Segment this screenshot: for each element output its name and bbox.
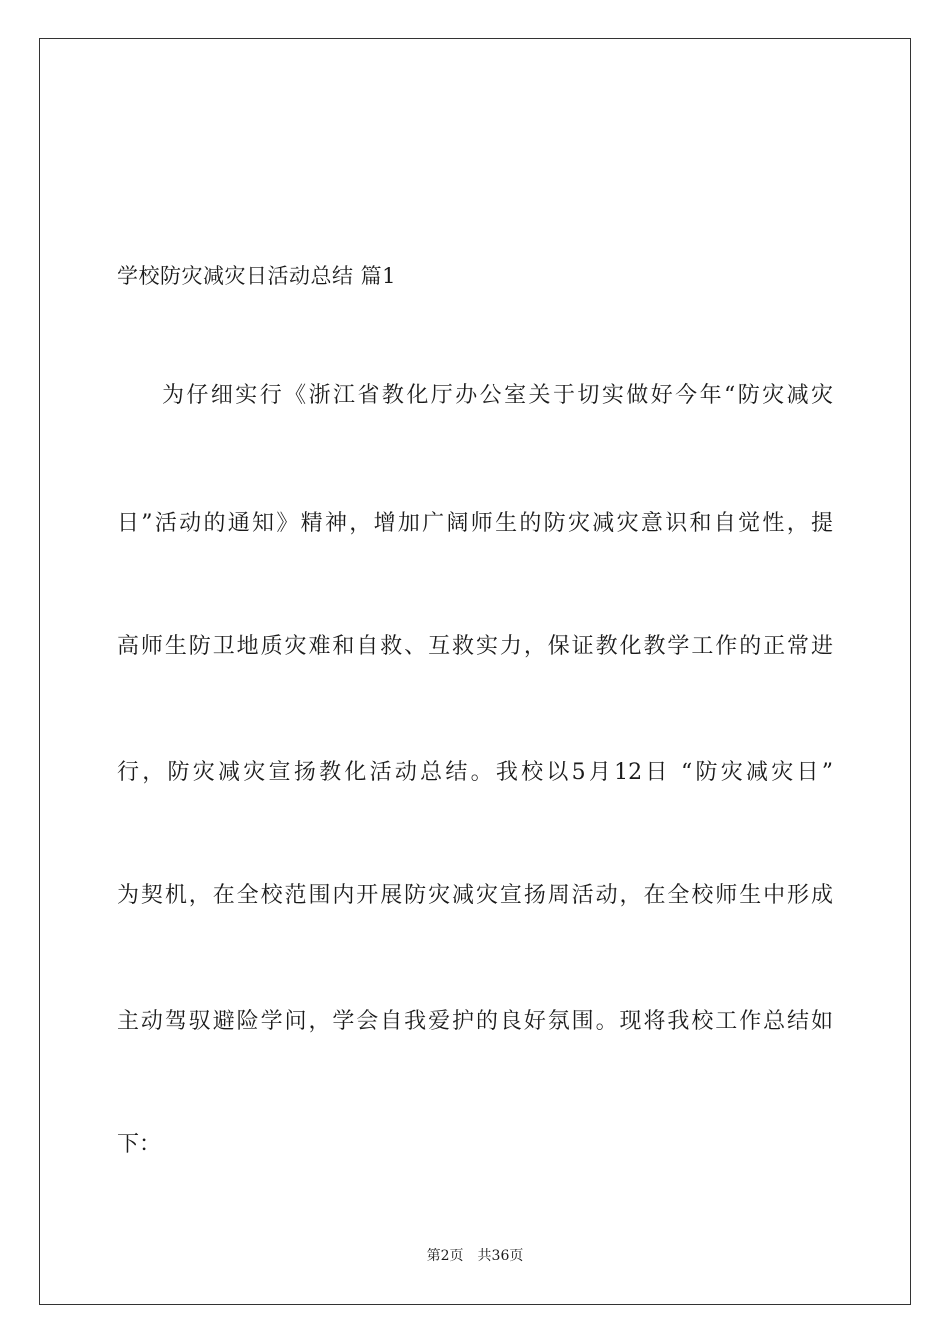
paragraph-line-4: 行，防灾减灾宣扬教化活动总结。我校以5月12日 “防灾减灾日” [117, 760, 833, 785]
page-footer [0, 1246, 950, 1266]
paragraph-line-5: 为契机，在全校范围内开展防灾减灾宣扬周活动，在全校师生中形成 [117, 883, 833, 908]
page-total: 共36页 [477, 1248, 524, 1264]
paragraph-line-2: 日”活动的通知》精神，增加广阔师生的防灾减灾意识和自觉性，提 [117, 511, 833, 536]
paragraph-line-6: 主动驾驭避险学问，学会自我爱护的良好氛围。现将我校工作总结如 [117, 1009, 833, 1034]
paragraph-line-7: 下： [117, 1132, 162, 1157]
paragraph-line-1: 为仔细实行《浙江省教化厅办公室关于切实做好今年“防灾减灾 [162, 383, 833, 408]
paragraph-line-3: 高师生防卫地质灾难和自救、互救实力，保证教化教学工作的正常进 [117, 634, 833, 659]
page-border [39, 38, 911, 1305]
page-number: 第2页 [426, 1248, 464, 1264]
document-title: 学校防灾减灾日活动总结 篇1 [117, 264, 397, 288]
